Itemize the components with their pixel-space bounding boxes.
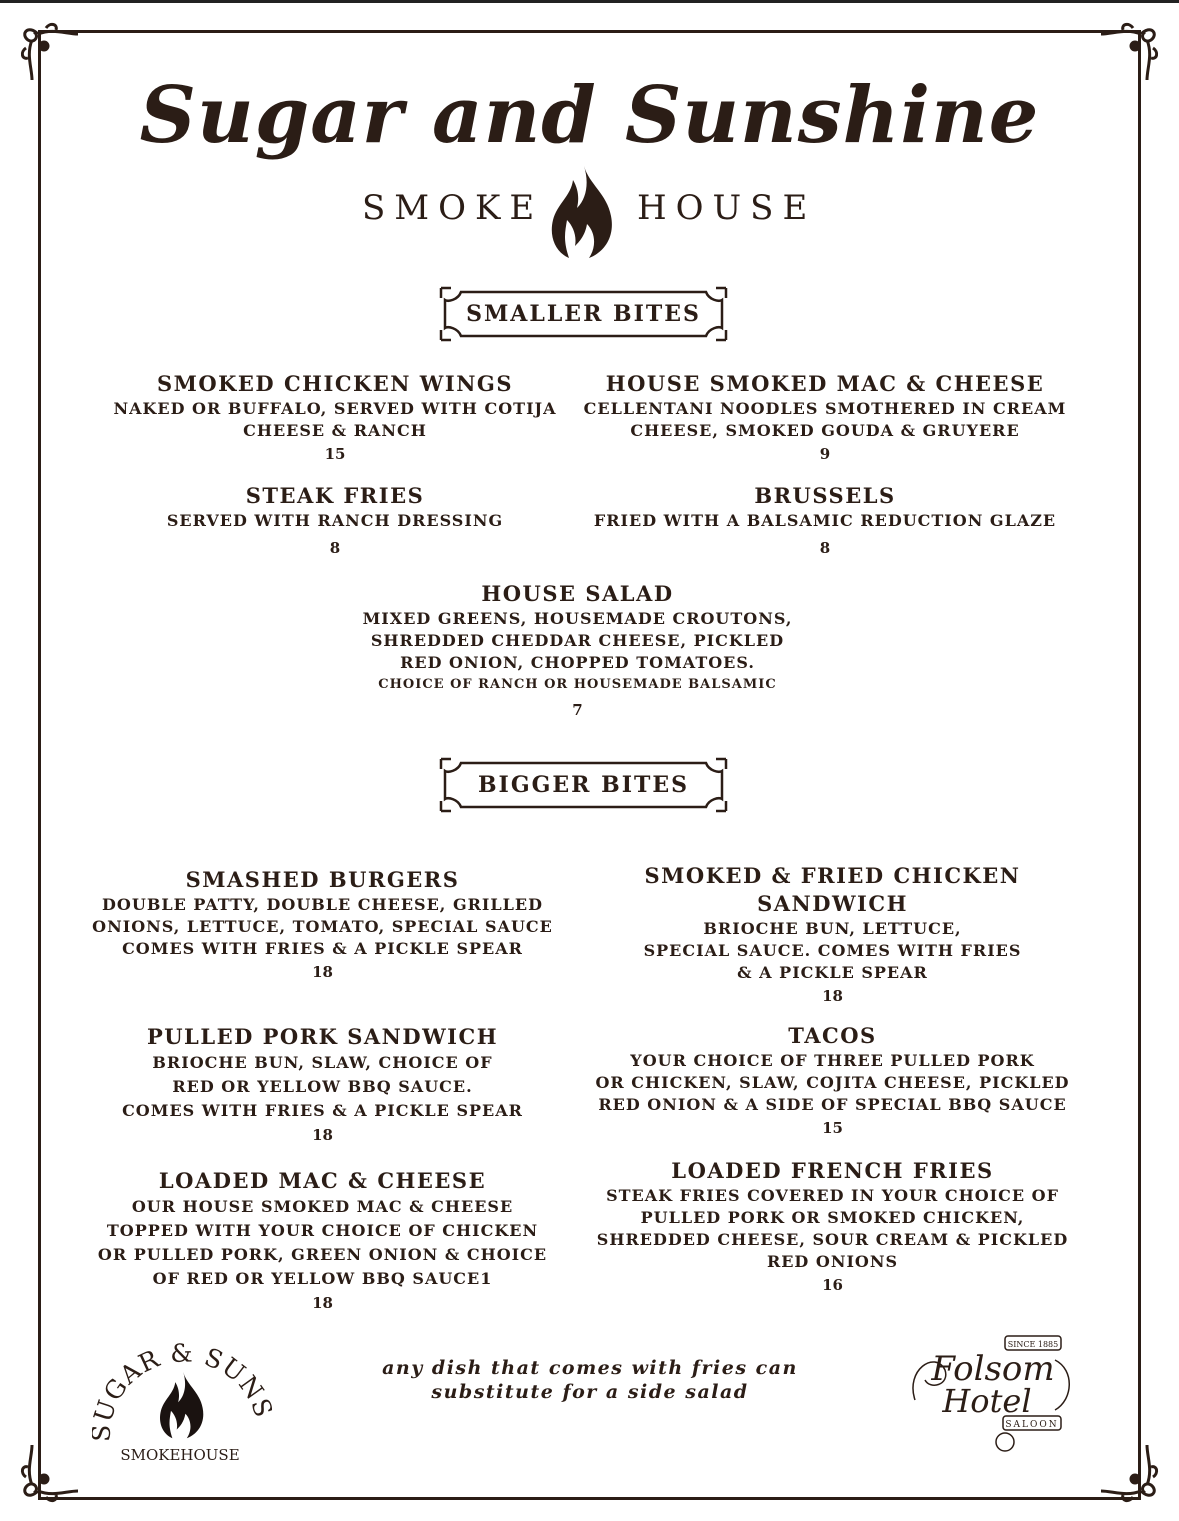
item-name: LOADED MAC & CHEESE — [158, 1168, 487, 1193]
item-name: SMOKED & FRIED CHICKEN SANDWICH — [644, 863, 1021, 916]
item-description: YOUR CHOICE OF THREE PULLED PORK OR CHICKEN, SLAW, COJITA CHEESE, PICKLED RED ONION & A SIDE OF SPECIAL BBQ SAUCE — [595, 1051, 1070, 1114]
menu-item — [590, 1157, 1075, 1297]
menu-item — [580, 370, 1070, 466]
item-description: BRIOCHE BUN, LETTUCE, SPECIAL SAUCE. COMES WITH FRIES & A PICKLE SPEAR — [643, 919, 1022, 982]
sugar-sunshine-logo — [92, 1330, 272, 1470]
item-price: 18 — [312, 963, 333, 981]
section-heading-label: BIGGER BITES — [477, 772, 690, 798]
logo-word-hotel: Hotel — [942, 1382, 1032, 1420]
menu-item — [580, 482, 1070, 560]
menu-item — [580, 862, 1085, 1008]
logo-since-text: SINCE 1885 — [1007, 1340, 1059, 1349]
restaurant-title: Sugar and Sunshine — [139, 70, 1040, 161]
top-rule — [0, 0, 1179, 3]
item-name: PULLED PORK SANDWICH — [146, 1024, 499, 1049]
flame-icon — [549, 166, 619, 258]
item-description: MIXED GREENS, HOUSEMADE CROUTONS, SHREDDED CHEDDAR CHEESE, PICKLED RED ONION, CHOPPED TOMATOES. — [362, 609, 793, 672]
item-name: HOUSE SMOKED MAC & CHEESE — [605, 371, 1045, 396]
item-description: SERVED WITH RANCH DRESSING — [166, 511, 504, 530]
subtitle-smoke: SMOKE — [362, 188, 544, 228]
item-price: 18 — [312, 1126, 333, 1144]
item-description: OUR HOUSE SMOKED MAC & CHEESE TOPPED WITH YOUR CHOICE OF CHICKEN OR PULLED PORK, GREEN ONION & CHOICE OF RED OR YELLOW BBQ SAUCE1 — [97, 1197, 548, 1288]
item-name: LOADED FRENCH FRIES — [671, 1158, 994, 1183]
item-price: 8 — [819, 539, 831, 557]
item-price: 15 — [324, 445, 346, 463]
item-name: STEAK FRIES — [245, 483, 425, 508]
section-heading-bigger-bites — [439, 757, 728, 813]
footer-note — [380, 1356, 800, 1404]
item-description: STEAK FRIES COVERED IN YOUR CHOICE OF PULLED PORK OR SMOKED CHICKEN, SHREDDED CHEESE, SOUR CREAM & PICKLED RED ONIONS — [596, 1186, 1069, 1271]
folsom-hotel-logo — [905, 1330, 1075, 1460]
item-price: 8 — [329, 539, 341, 557]
section-heading-smaller-bites — [439, 286, 728, 342]
corner-flourish-icon — [1101, 1445, 1161, 1505]
flame-icon — [160, 1372, 203, 1438]
item-name: SMASHED BURGERS — [185, 867, 460, 892]
logo-word-folsom: Folsom — [931, 1349, 1055, 1389]
subtitle-house: HOUSE — [637, 188, 817, 228]
item-price: 18 — [312, 1294, 333, 1312]
item-price: 16 — [822, 1276, 843, 1294]
logo-subtext: SMOKEHOUSE — [120, 1446, 240, 1464]
menu-item — [590, 1022, 1075, 1140]
item-description: BRIOCHE BUN, SLAW, CHOICE OF RED OR YELLOW BBQ SAUCE. COMES WITH FRIES & A PICKLE SPEAR — [122, 1053, 523, 1120]
item-description: FRIED WITH A BALSAMIC REDUCTION GLAZE — [593, 511, 1057, 530]
svg-text:SUGAR & SUNSHINE — [92, 1330, 272, 1442]
logo-arc-text: GAR & SUN — [97, 1338, 270, 1406]
item-price: 9 — [819, 445, 831, 463]
item-description: NAKED OR BUFFALO, SERVED WITH COTIJA CHEESE & RANCH — [113, 399, 557, 440]
item-name: SMOKED CHICKEN WINGS — [156, 371, 514, 396]
item-price: 18 — [822, 987, 843, 1005]
item-name: BRUSSELS — [754, 483, 896, 508]
menu-item — [110, 370, 560, 466]
item-name: TACOS — [788, 1023, 877, 1048]
corner-flourish-icon — [18, 1445, 78, 1505]
menu-item — [345, 580, 810, 722]
item-note: CHOICE OF RANCH OR HOUSEMADE BALSAMIC — [378, 677, 777, 692]
item-description: DOUBLE PATTY, DOUBLE CHEESE, GRILLED ONIONS, LETTUCE, TOMATO, SPECIAL SAUCE COMES WITH FRIES & A PICKLE SPEAR — [92, 895, 553, 958]
menu-item — [90, 866, 555, 984]
item-price: 7 — [572, 701, 583, 719]
item-price: 15 — [822, 1119, 843, 1137]
menu-item — [110, 482, 560, 560]
section-heading-label: SMALLER BITES — [466, 301, 701, 327]
footer-note-line: substitute for a side salad — [431, 1381, 749, 1403]
item-name: HOUSE SALAD — [481, 581, 674, 606]
menu-item — [90, 1167, 555, 1315]
logo-saloon-text: SALOON — [1005, 1420, 1059, 1430]
item-description: CELLENTANI NOODLES SMOTHERED IN CREAM CHEESE, SMOKED GOUDA & GRUYERE — [583, 399, 1067, 440]
menu-item — [90, 1023, 555, 1147]
footer-note-line: any dish that comes with fries can — [382, 1357, 798, 1379]
